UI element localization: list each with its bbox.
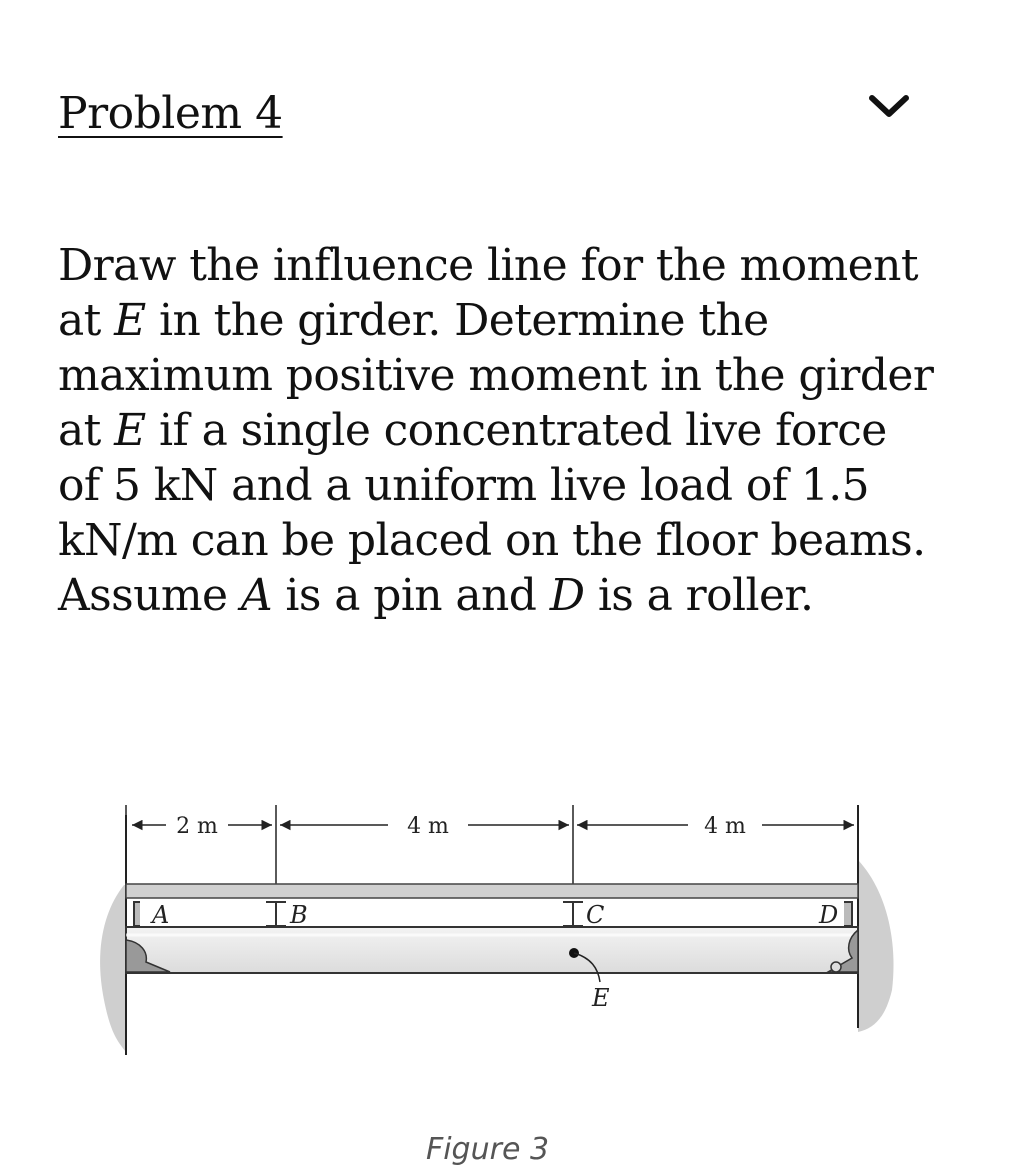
label-a: A <box>152 901 170 929</box>
problem-title: Problem 4 <box>58 88 283 139</box>
dimension-lines <box>126 805 858 890</box>
left-wall <box>100 815 126 1055</box>
floor-beams <box>134 902 852 926</box>
label-d: D <box>819 901 839 929</box>
label-b: B <box>290 901 308 929</box>
problem-statement: Draw the influence line for the moment at E in the girder. Determine the maximum positive moment in the girder at E if a single concentrated live force of 5 kN and a uniform live load of 1.5 kN/m can be placed on the floor beams. Assume A is a pin and D is a roller. <box>58 240 934 621</box>
label-e: E <box>592 984 610 1012</box>
chevron-down-icon[interactable] <box>866 90 912 124</box>
var-e: E <box>114 405 146 456</box>
label-c: C <box>586 901 605 929</box>
floor-stringer <box>126 884 858 898</box>
dim-label: 2 m <box>176 814 218 839</box>
girder-figure <box>86 790 926 1090</box>
var-a: A <box>240 570 273 621</box>
dim-label: 4 m <box>407 814 449 839</box>
var-d: D <box>549 570 585 621</box>
dim-label: 4 m <box>704 814 746 839</box>
right-wall <box>858 805 894 1032</box>
figure-caption: Figure 3 <box>425 1132 550 1167</box>
var-e: E <box>114 295 146 346</box>
